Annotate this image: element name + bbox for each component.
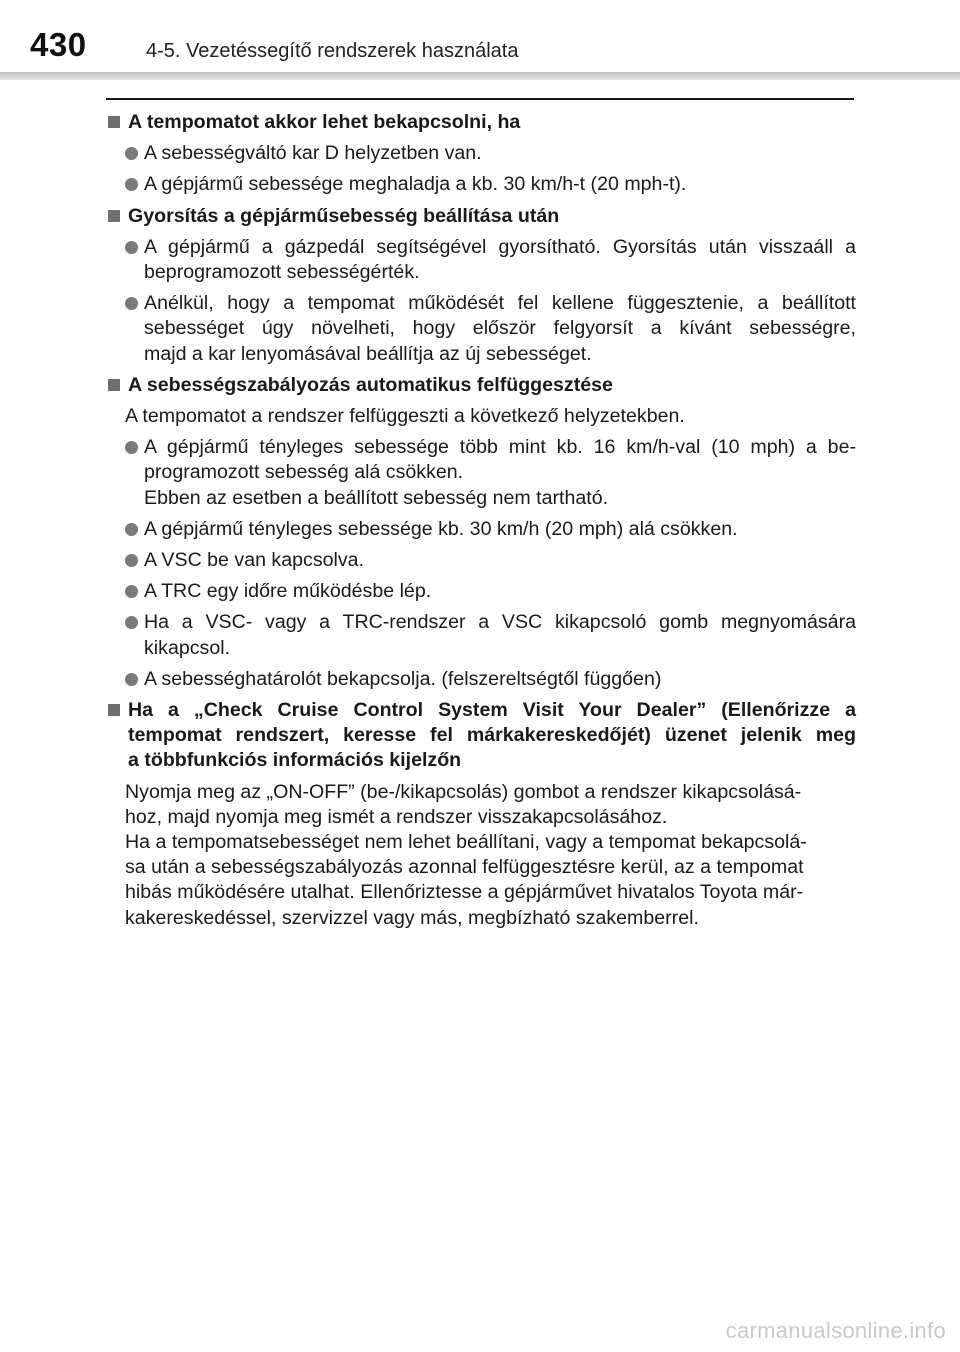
bullet-item: A gépjármű tényleges sebessége több mint kb. 16 km/h-val (10 mph) a be- programozott sebesség alá csökken. Ebben az esetben a beállított sebesség nem tartható. <box>106 435 856 511</box>
page-content <box>106 108 856 937</box>
section-title: 4-5. Vezetéssegítő rendszerek használata <box>146 40 519 62</box>
content-top-rule <box>106 98 854 100</box>
bullet-item: A gépjármű tényleges sebessége kb. 30 km/h (20 mph) alá csökken. <box>106 517 856 542</box>
section-intro: A tempomatot a rendszer felfüggeszti a következő helyzetekben. <box>125 405 685 428</box>
circle-bullet-icon <box>125 178 138 191</box>
circle-bullet-icon <box>125 616 138 629</box>
bullet-item: A sebességváltó kar D helyzetben van. <box>106 141 856 166</box>
circle-bullet-icon <box>125 585 138 598</box>
watermark: carmanualsonline.info <box>725 1318 946 1343</box>
header-divider-band <box>0 72 960 80</box>
section-body: Nyomja meg az „ON-OFF” (be-/kikapcsolás) gombot a rendszer kikapcsolásá- hoz, majd nyomja meg ismét a rendszer visszakapcsolásához. Ha a tempomatsebességet nem lehet beállítani, vagy a tempomat bekapcsolá- sa után a sebességszabályozás azonnal felfüggesztésre kerül, az a tempomat hibás működésére utalhat. Ellenőriztesse a gépjárművet hivatalos Toyota már- kakereskedéssel, szervizzel vagy más, megbízható szakemberrel. <box>125 780 807 929</box>
square-bullet-icon <box>108 379 120 391</box>
bullet-item: A sebességhatárolót bekapcsolja. (felszereltségtől függően) <box>106 667 856 692</box>
circle-bullet-icon <box>125 147 138 160</box>
circle-bullet-icon <box>125 554 138 567</box>
square-bullet-icon <box>108 210 120 222</box>
bullet-item: Anélkül, hogy a tempomat működését fel kellene függesztenie, a beállított sebességet úgy növelheti, hogy először felgyorsít a kívánt sebességre, majd a kar lenyomásával beállítja az új sebességet. <box>106 291 856 367</box>
page-number: 430 <box>30 26 87 63</box>
section-heading: A tempomatot akkor lehet bekapcsolni, ha <box>106 110 856 135</box>
circle-bullet-icon <box>125 523 138 536</box>
bullet-item: A VSC be van kapcsolva. <box>106 548 856 573</box>
section-heading: A sebességszabályozás automatikus felfüggesztése <box>106 373 856 398</box>
circle-bullet-icon <box>125 673 138 686</box>
square-bullet-icon <box>108 116 120 128</box>
circle-bullet-icon <box>125 441 138 454</box>
circle-bullet-icon <box>125 297 138 310</box>
section-heading: Ha a „Check Cruise Control System Visit Your Dealer” (Ellenőrizze a tempomat rendszert, keresse fel márkakereskedőjét) üzenet jelenik meg a többfunkciós információs kijelzőn <box>106 698 856 774</box>
section-heading: Gyorsítás a gépjárműsebesség beállítása után <box>106 204 856 229</box>
page-header <box>0 0 960 76</box>
bullet-item: A gépjármű sebessége meghaladja a kb. 30 km/h-t (20 mph-t). <box>106 172 856 197</box>
bullet-item: Ha a VSC- vagy a TRC-rendszer a VSC kikapcsoló gomb megnyomására kikapcsol. <box>106 610 856 660</box>
circle-bullet-icon <box>125 241 138 254</box>
bullet-item: A TRC egy időre működésbe lép. <box>106 579 856 604</box>
square-bullet-icon <box>108 704 120 716</box>
bullet-item: A gépjármű a gázpedál segítségével gyorsítható. Gyorsítás után visszaáll a beprogramozott sebességérték. <box>106 235 856 285</box>
